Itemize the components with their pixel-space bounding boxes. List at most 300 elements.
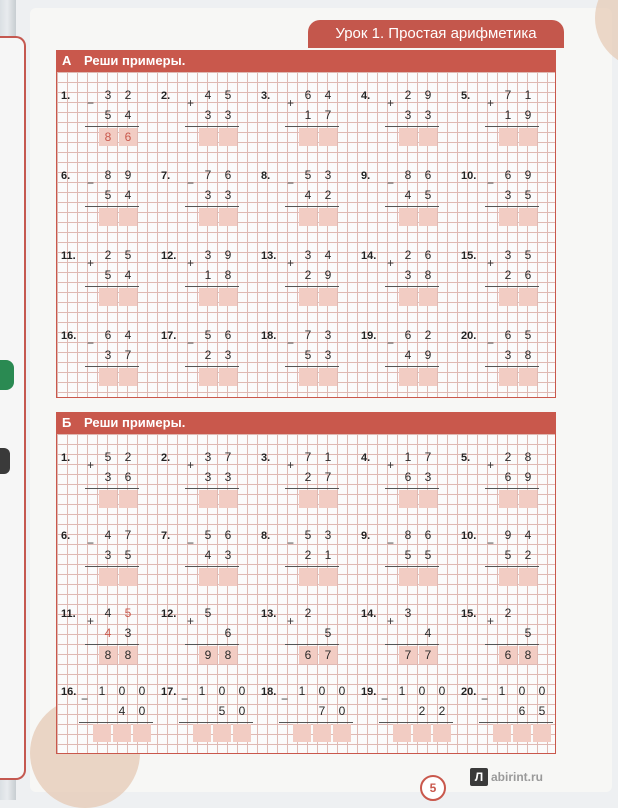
operator-sign: + <box>87 458 95 472</box>
operator-sign: + <box>387 614 395 628</box>
sum-underline <box>85 126 139 127</box>
first-operand-digit: 1 <box>524 88 532 102</box>
sum-underline <box>85 644 139 645</box>
operator-sign: + <box>487 96 495 110</box>
first-operand-digit <box>419 604 437 622</box>
problem-number: 20. <box>461 330 477 342</box>
result-digit[interactable] <box>119 490 137 508</box>
first-operand-digit: 5 <box>204 606 212 620</box>
result-digit[interactable] <box>419 128 437 146</box>
second-operand-digit: 8 <box>524 348 532 362</box>
second-operand-digit: 5 <box>504 548 512 562</box>
problem <box>457 442 557 518</box>
first-operand-digit: 6 <box>104 328 112 342</box>
operator-sign: + <box>187 614 195 628</box>
second-operand-digit: 2 <box>438 704 446 718</box>
second-operand-digit <box>493 702 511 720</box>
operator-sign: − <box>87 176 95 190</box>
second-operand-digit: 5 <box>104 108 112 122</box>
section-a-letter: А <box>62 53 72 68</box>
problem <box>157 160 257 236</box>
first-operand-digit: 1 <box>324 450 332 464</box>
operator-sign: + <box>287 614 295 628</box>
result-digit[interactable] <box>293 724 311 742</box>
problem-number: 20. <box>461 686 477 698</box>
first-operand-digit: 8 <box>404 528 412 542</box>
problem <box>57 240 157 316</box>
result-digit[interactable] <box>299 490 317 508</box>
sum-underline <box>385 286 439 287</box>
first-operand-digit: 3 <box>104 88 112 102</box>
second-operand-digit: 0 <box>238 704 246 718</box>
first-operand-digit: 0 <box>138 684 146 698</box>
result-digit[interactable] <box>419 208 437 226</box>
result-digit[interactable] <box>299 208 317 226</box>
problem <box>157 598 257 674</box>
operator-sign: − <box>381 692 389 706</box>
problem-number: 17. <box>161 686 177 698</box>
result-digit[interactable] <box>493 724 511 742</box>
second-operand-digit: 6 <box>524 268 532 282</box>
first-operand-digit: 1 <box>404 450 412 464</box>
first-operand-digit: 2 <box>124 450 132 464</box>
first-operand-digit: 0 <box>438 684 446 698</box>
result-digit[interactable] <box>99 568 117 586</box>
sum-underline <box>185 488 239 489</box>
problem-number: 4. <box>361 90 371 102</box>
first-operand-digit: 7 <box>204 168 212 182</box>
lesson-title: Урок 1. Простая арифметика <box>308 20 564 48</box>
problem-number: 9. <box>361 170 371 182</box>
operator-sign: + <box>387 458 395 472</box>
result-digit[interactable] <box>513 724 531 742</box>
problem-number: 16. <box>61 686 77 698</box>
second-operand-digit: 5 <box>324 626 332 640</box>
sum-underline <box>385 566 439 567</box>
result-digit[interactable] <box>399 208 417 226</box>
sum-underline <box>285 488 339 489</box>
first-operand-digit <box>319 604 337 622</box>
sum-underline <box>385 206 439 207</box>
result-digit[interactable] <box>299 288 317 306</box>
second-operand-digit: 9 <box>424 348 432 362</box>
second-operand-digit: 3 <box>424 108 432 122</box>
second-operand-digit <box>199 624 217 642</box>
sum-underline <box>185 206 239 207</box>
second-operand-digit: 0 <box>338 704 346 718</box>
first-operand-digit: 0 <box>318 684 326 698</box>
second-operand-digit: 5 <box>104 188 112 202</box>
result-digit[interactable] <box>199 128 217 146</box>
first-operand-digit: 6 <box>504 328 512 342</box>
result-digit[interactable] <box>93 724 111 742</box>
result-digit[interactable] <box>399 490 417 508</box>
second-operand-digit: 7 <box>124 348 132 362</box>
result-digit: 6 <box>119 128 137 146</box>
result-digit[interactable] <box>199 288 217 306</box>
first-operand-digit: 7 <box>224 450 232 464</box>
result-digit[interactable] <box>319 288 337 306</box>
first-operand-digit: 5 <box>304 168 312 182</box>
result-digit[interactable] <box>519 128 537 146</box>
result-digit[interactable] <box>99 208 117 226</box>
first-operand-digit: 1 <box>98 684 106 698</box>
result-digit[interactable] <box>219 128 237 146</box>
problem-number: 4. <box>361 452 371 464</box>
sum-underline <box>485 126 539 127</box>
second-operand-digit: 3 <box>404 268 412 282</box>
sum-underline <box>185 644 239 645</box>
problem <box>357 320 457 396</box>
first-operand-digit: 2 <box>404 248 412 262</box>
result-digit[interactable] <box>419 568 437 586</box>
first-operand-digit: 7 <box>304 328 312 342</box>
result-digit[interactable] <box>219 288 237 306</box>
second-operand-digit: 3 <box>224 348 232 362</box>
first-operand-digit: 1 <box>398 684 406 698</box>
decor-circle-top <box>595 0 618 68</box>
second-operand-digit: 5 <box>424 548 432 562</box>
result-digit[interactable] <box>399 128 417 146</box>
problem <box>57 442 157 518</box>
second-operand-digit: 1 <box>304 108 312 122</box>
result-digit[interactable] <box>199 568 217 586</box>
result-digit[interactable] <box>99 490 117 508</box>
operator-sign: + <box>187 256 195 270</box>
result-digit[interactable] <box>119 288 137 306</box>
result-digit[interactable] <box>413 724 431 742</box>
result-digit[interactable] <box>199 490 217 508</box>
result-digit: 6 <box>499 646 517 664</box>
sum-underline <box>279 722 353 723</box>
second-operand-digit: 6 <box>224 626 232 640</box>
problem-number: 1. <box>61 452 71 464</box>
problem <box>457 80 557 156</box>
problem-number: 19. <box>361 330 377 342</box>
first-operand-digit: 4 <box>124 328 132 342</box>
first-operand-digit: 2 <box>304 606 312 620</box>
operator-sign: − <box>187 336 195 350</box>
section-a-title: Реши примеры. <box>84 53 186 68</box>
second-operand-digit: 3 <box>104 470 112 484</box>
sum-underline <box>185 366 239 367</box>
operator-sign: − <box>181 692 189 706</box>
problem <box>357 520 457 596</box>
result-digit[interactable] <box>219 208 237 226</box>
result-digit[interactable] <box>519 288 537 306</box>
result-digit[interactable] <box>319 490 337 508</box>
problem <box>457 520 557 596</box>
second-operand-digit: 3 <box>224 470 232 484</box>
result-digit[interactable] <box>433 724 451 742</box>
first-operand-digit: 1 <box>498 684 506 698</box>
result-digit[interactable] <box>399 368 417 386</box>
operator-sign: + <box>87 256 95 270</box>
problem-number: 2. <box>161 452 171 464</box>
problem <box>257 520 357 596</box>
result-digit[interactable] <box>319 128 337 146</box>
second-operand-digit: 3 <box>204 108 212 122</box>
second-operand-digit: 7 <box>324 108 332 122</box>
operator-sign: − <box>87 336 95 350</box>
result-digit[interactable] <box>319 368 337 386</box>
sum-underline <box>285 286 339 287</box>
second-operand-digit <box>499 624 517 642</box>
problem <box>157 676 257 752</box>
result-digit[interactable] <box>399 288 417 306</box>
second-operand-digit: 4 <box>104 626 112 640</box>
problem <box>57 160 157 236</box>
second-operand-digit: 3 <box>224 188 232 202</box>
first-operand-digit: 1 <box>298 684 306 698</box>
second-operand-digit: 5 <box>124 548 132 562</box>
problem-number: 11. <box>61 250 76 262</box>
second-operand-digit: 5 <box>424 188 432 202</box>
result-digit[interactable] <box>219 568 237 586</box>
first-operand-digit: 0 <box>338 684 346 698</box>
second-operand-digit: 2 <box>418 704 426 718</box>
operator-sign: − <box>287 536 295 550</box>
sum-underline <box>185 286 239 287</box>
first-operand-digit: 0 <box>238 684 246 698</box>
problem <box>157 80 257 156</box>
first-operand-digit: 5 <box>124 248 132 262</box>
section-a-grid <box>56 72 556 398</box>
problem <box>57 676 157 752</box>
second-operand-digit: 7 <box>318 704 326 718</box>
result-digit[interactable] <box>393 724 411 742</box>
problem <box>357 160 457 236</box>
sum-underline <box>285 366 339 367</box>
sum-underline <box>485 366 539 367</box>
problem-number: 15. <box>461 608 477 620</box>
first-operand-digit: 5 <box>204 328 212 342</box>
result-digit[interactable] <box>219 490 237 508</box>
first-operand-digit: 3 <box>204 248 212 262</box>
first-operand-digit: 9 <box>124 168 132 182</box>
first-operand-digit: 5 <box>124 606 132 620</box>
problem-number: 14. <box>361 608 377 620</box>
result-digit[interactable] <box>219 368 237 386</box>
second-operand-digit: 5 <box>524 626 532 640</box>
result-digit: 7 <box>399 646 417 664</box>
problem <box>357 80 457 156</box>
second-operand-digit: 1 <box>204 268 212 282</box>
operator-sign: + <box>287 96 295 110</box>
section-b-grid <box>56 434 556 754</box>
result-digit[interactable] <box>419 368 437 386</box>
problem-number: 13. <box>261 608 277 620</box>
result-digit[interactable] <box>99 288 117 306</box>
problem-number: 10. <box>461 530 477 542</box>
result-digit[interactable] <box>299 568 317 586</box>
second-operand-digit: 1 <box>504 108 512 122</box>
second-operand-digit: 6 <box>518 704 526 718</box>
first-operand-digit: 5 <box>224 88 232 102</box>
operator-sign: − <box>187 176 195 190</box>
second-operand-digit: 5 <box>404 548 412 562</box>
second-operand-digit: 4 <box>124 188 132 202</box>
result-digit[interactable] <box>233 724 251 742</box>
result-digit[interactable] <box>119 568 137 586</box>
second-operand-digit: 3 <box>424 470 432 484</box>
second-operand-digit: 4 <box>304 188 312 202</box>
first-operand-digit: 8 <box>404 168 412 182</box>
problem <box>357 598 457 674</box>
second-operand-digit: 3 <box>204 470 212 484</box>
second-operand-digit: 5 <box>524 188 532 202</box>
section-b-header <box>56 412 556 434</box>
problem <box>457 676 557 752</box>
problem <box>257 442 357 518</box>
result-digit[interactable] <box>333 724 351 742</box>
operator-sign: + <box>387 96 395 110</box>
problem <box>457 320 557 396</box>
second-operand-digit: 3 <box>104 548 112 562</box>
second-operand-digit: 2 <box>524 548 532 562</box>
second-operand-digit: 3 <box>504 348 512 362</box>
sum-underline <box>85 488 139 489</box>
result-digit[interactable] <box>213 724 231 742</box>
problem <box>57 520 157 596</box>
sum-underline <box>485 206 539 207</box>
problem <box>257 160 357 236</box>
result-digit[interactable] <box>119 208 137 226</box>
problem <box>57 598 157 674</box>
second-operand-digit <box>399 624 417 642</box>
section-a-header <box>56 50 556 72</box>
operator-sign: − <box>487 176 495 190</box>
second-operand-digit: 5 <box>218 704 226 718</box>
first-operand-digit: 0 <box>418 684 426 698</box>
operator-sign: + <box>487 458 495 472</box>
result-digit[interactable] <box>399 568 417 586</box>
first-operand-digit: 3 <box>324 168 332 182</box>
operator-sign: − <box>387 176 395 190</box>
second-operand-digit: 9 <box>524 108 532 122</box>
first-operand-digit: 9 <box>504 528 512 542</box>
result-digit[interactable] <box>519 490 537 508</box>
problem-number: 3. <box>261 452 271 464</box>
problem-number: 10. <box>461 170 477 182</box>
result-digit[interactable] <box>193 724 211 742</box>
second-operand-digit: 4 <box>204 548 212 562</box>
second-operand-digit: 3 <box>124 626 132 640</box>
result-digit[interactable] <box>499 368 517 386</box>
result-digit[interactable] <box>519 568 537 586</box>
second-operand-digit: 7 <box>324 470 332 484</box>
problem-number: 12. <box>161 608 177 620</box>
operator-sign: − <box>487 536 495 550</box>
first-operand-digit: 4 <box>204 88 212 102</box>
result-digit[interactable] <box>533 724 551 742</box>
result-digit[interactable] <box>499 128 517 146</box>
second-operand-digit: 3 <box>504 188 512 202</box>
sum-underline <box>79 722 153 723</box>
second-operand-digit: 3 <box>224 108 232 122</box>
first-operand-digit: 7 <box>304 450 312 464</box>
result-digit[interactable] <box>499 568 517 586</box>
result-digit[interactable] <box>419 490 437 508</box>
first-operand-digit: 5 <box>204 528 212 542</box>
result-digit[interactable] <box>499 208 517 226</box>
result-digit: 8 <box>219 646 237 664</box>
sum-underline <box>185 566 239 567</box>
result-digit[interactable] <box>299 368 317 386</box>
operator-sign: − <box>481 692 489 706</box>
problem-number: 8. <box>261 170 271 182</box>
second-operand-digit: 4 <box>124 108 132 122</box>
operator-sign: + <box>87 614 95 628</box>
first-operand-digit: 5 <box>524 328 532 342</box>
watermark <box>470 768 543 786</box>
second-operand-digit: 6 <box>404 470 412 484</box>
first-operand-digit: 6 <box>424 248 432 262</box>
problem <box>157 520 257 596</box>
operator-sign: − <box>387 336 395 350</box>
result-digit[interactable] <box>499 288 517 306</box>
result-digit[interactable] <box>119 368 137 386</box>
operator-sign: + <box>287 256 295 270</box>
second-operand-digit: 2 <box>504 268 512 282</box>
second-operand-digit: 6 <box>504 470 512 484</box>
second-operand-digit: 9 <box>324 268 332 282</box>
result-digit[interactable] <box>519 208 537 226</box>
result-digit[interactable] <box>319 208 337 226</box>
second-operand-digit: 5 <box>538 704 546 718</box>
result-digit[interactable] <box>299 128 317 146</box>
operator-sign: − <box>387 536 395 550</box>
first-operand-digit: 6 <box>304 88 312 102</box>
second-operand-digit: 4 <box>404 348 412 362</box>
problem <box>157 320 257 396</box>
sum-underline <box>385 366 439 367</box>
second-operand-digit: 2 <box>324 188 332 202</box>
problem <box>57 80 157 156</box>
first-operand-digit: 6 <box>224 168 232 182</box>
operator-sign: + <box>387 256 395 270</box>
result-digit[interactable] <box>519 368 537 386</box>
sum-underline <box>285 126 339 127</box>
result-digit[interactable] <box>319 568 337 586</box>
second-operand-digit: 4 <box>118 704 126 718</box>
result-digit[interactable] <box>199 208 217 226</box>
problem <box>157 240 257 316</box>
result-digit[interactable] <box>499 490 517 508</box>
result-digit[interactable] <box>113 724 131 742</box>
operator-sign: − <box>87 96 95 110</box>
result-digit[interactable] <box>133 724 151 742</box>
result-digit: 8 <box>119 646 137 664</box>
problem <box>457 598 557 674</box>
first-operand-digit: 4 <box>524 528 532 542</box>
result-digit[interactable] <box>419 288 437 306</box>
operator-sign: − <box>187 536 195 550</box>
section-b-letter: Б <box>62 415 72 430</box>
problem-number: 19. <box>361 686 377 698</box>
operator-sign: + <box>187 96 195 110</box>
result-digit[interactable] <box>199 368 217 386</box>
operator-sign: − <box>487 336 495 350</box>
result-digit[interactable] <box>99 368 117 386</box>
watermark-logo-letter: Л <box>470 768 488 786</box>
problem <box>457 240 557 316</box>
sum-underline <box>379 722 453 723</box>
first-operand-digit: 7 <box>124 528 132 542</box>
first-operand-digit: 9 <box>424 88 432 102</box>
result-digit[interactable] <box>313 724 331 742</box>
second-operand-digit: 3 <box>224 548 232 562</box>
